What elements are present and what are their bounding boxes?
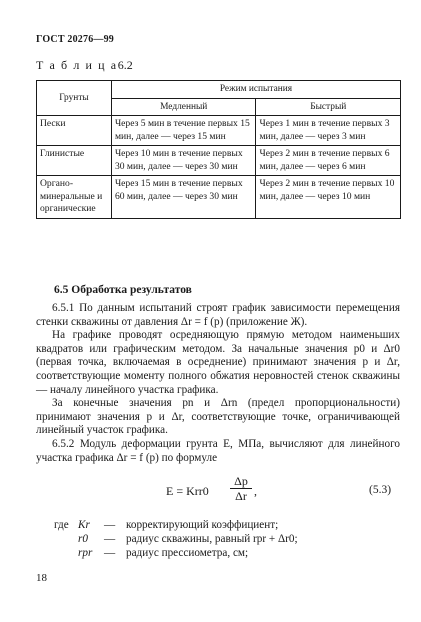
table-row xyxy=(37,176,401,219)
header-slow: Медленный xyxy=(111,98,256,116)
cell-slow: Через 10 мин в течение первых 30 мин, далее — через 30 мин xyxy=(111,146,256,176)
definition-text: радиус скважины, равный rpr + Δr0; xyxy=(126,533,298,545)
header-fast: Быстрый xyxy=(256,98,401,116)
definition-row xyxy=(54,532,298,546)
formula-number: (5.3) xyxy=(369,484,392,496)
section-body xyxy=(36,302,400,465)
header-mode: Режим испытания xyxy=(111,81,400,99)
table-caption-number: 6.2 xyxy=(117,58,133,72)
definition-symbol: r0 xyxy=(78,533,88,545)
definition-dash: — xyxy=(104,533,116,545)
definition-row xyxy=(54,518,298,532)
formula-fraction xyxy=(230,474,252,503)
table-row xyxy=(37,146,401,176)
test-mode-table xyxy=(36,80,401,219)
table-caption xyxy=(36,58,133,73)
formula-5-3 xyxy=(166,474,366,510)
table-header-row xyxy=(37,81,401,99)
definitions-list xyxy=(54,518,298,560)
definition-row xyxy=(54,546,298,560)
formula-lhs: E = Krr0 xyxy=(166,484,209,498)
standard-header: ГОСТ 20276—99 xyxy=(36,34,115,45)
table-caption-label: Т а б л и ц а xyxy=(36,58,118,72)
formula-denominator: Δr xyxy=(235,489,247,503)
definition-dash: — xyxy=(104,547,116,559)
definition-text: радиус прессиометра, см; xyxy=(126,547,249,559)
paragraph-6-5-2: 6.5.2 Модуль деформации грунта E, МПа, вычисляют для линейного участка графика Δr = f (p) по формуле xyxy=(36,437,400,464)
cell-fast: Через 2 мин в течение первых 6 мин, далее — через 6 мин xyxy=(256,146,401,176)
definition-where: где xyxy=(54,519,69,531)
section-title: 6.5 Обработка результатов xyxy=(54,284,192,296)
paragraph-final-values: За конечные значения pn и Δrn (предел пропорциональности) принимают значения p и Δr, соответствующие точке, ограничивающей линейный участок графика. xyxy=(36,397,400,437)
table-row xyxy=(37,116,401,146)
paragraph-6-5-1: 6.5.1 По данным испытаний строят график зависимости перемещения стенки скважины от давления Δr = f (p) (приложение Ж). xyxy=(36,302,400,328)
definition-symbol: rpr xyxy=(78,547,93,559)
formula-numerator: Δp xyxy=(230,474,252,489)
header-soils: Грунты xyxy=(37,81,112,116)
definition-text: корректирующий коэффициент; xyxy=(126,519,279,531)
cell-soil: Пески xyxy=(37,116,112,146)
cell-slow: Через 15 мин в течение первых 60 мин, далее — через 30 мин xyxy=(111,176,256,219)
page-number: 18 xyxy=(36,572,47,584)
definition-where xyxy=(54,546,78,560)
cell-soil: Глинистые xyxy=(37,146,112,176)
definition-where xyxy=(54,532,78,546)
cell-soil: Органо-минеральные и органические xyxy=(37,176,112,219)
cell-slow: Через 5 мин в течение первых 15 мин, далее — через 15 мин xyxy=(111,116,256,146)
definition-dash: — xyxy=(104,519,116,531)
cell-fast: Через 1 мин в течение первых 3 мин, далее — через 3 мин xyxy=(256,116,401,146)
cell-fast: Через 2 мин в течение первых 10 мин, далее — через 10 мин xyxy=(256,176,401,219)
definition-symbol: Kr xyxy=(78,519,90,531)
formula-comma: , xyxy=(254,484,257,498)
paragraph-graph: На графике проводят осредняющую прямую методом наименьших квадратов или графическим методом. За начальные значения p0 и Δr0 (первая точка, включаемая в осреднение) принимают значения p и Δr, соответствующие моменту полного обжатия неровностей стенок скважины — началу линейного участка графика. xyxy=(36,329,400,396)
